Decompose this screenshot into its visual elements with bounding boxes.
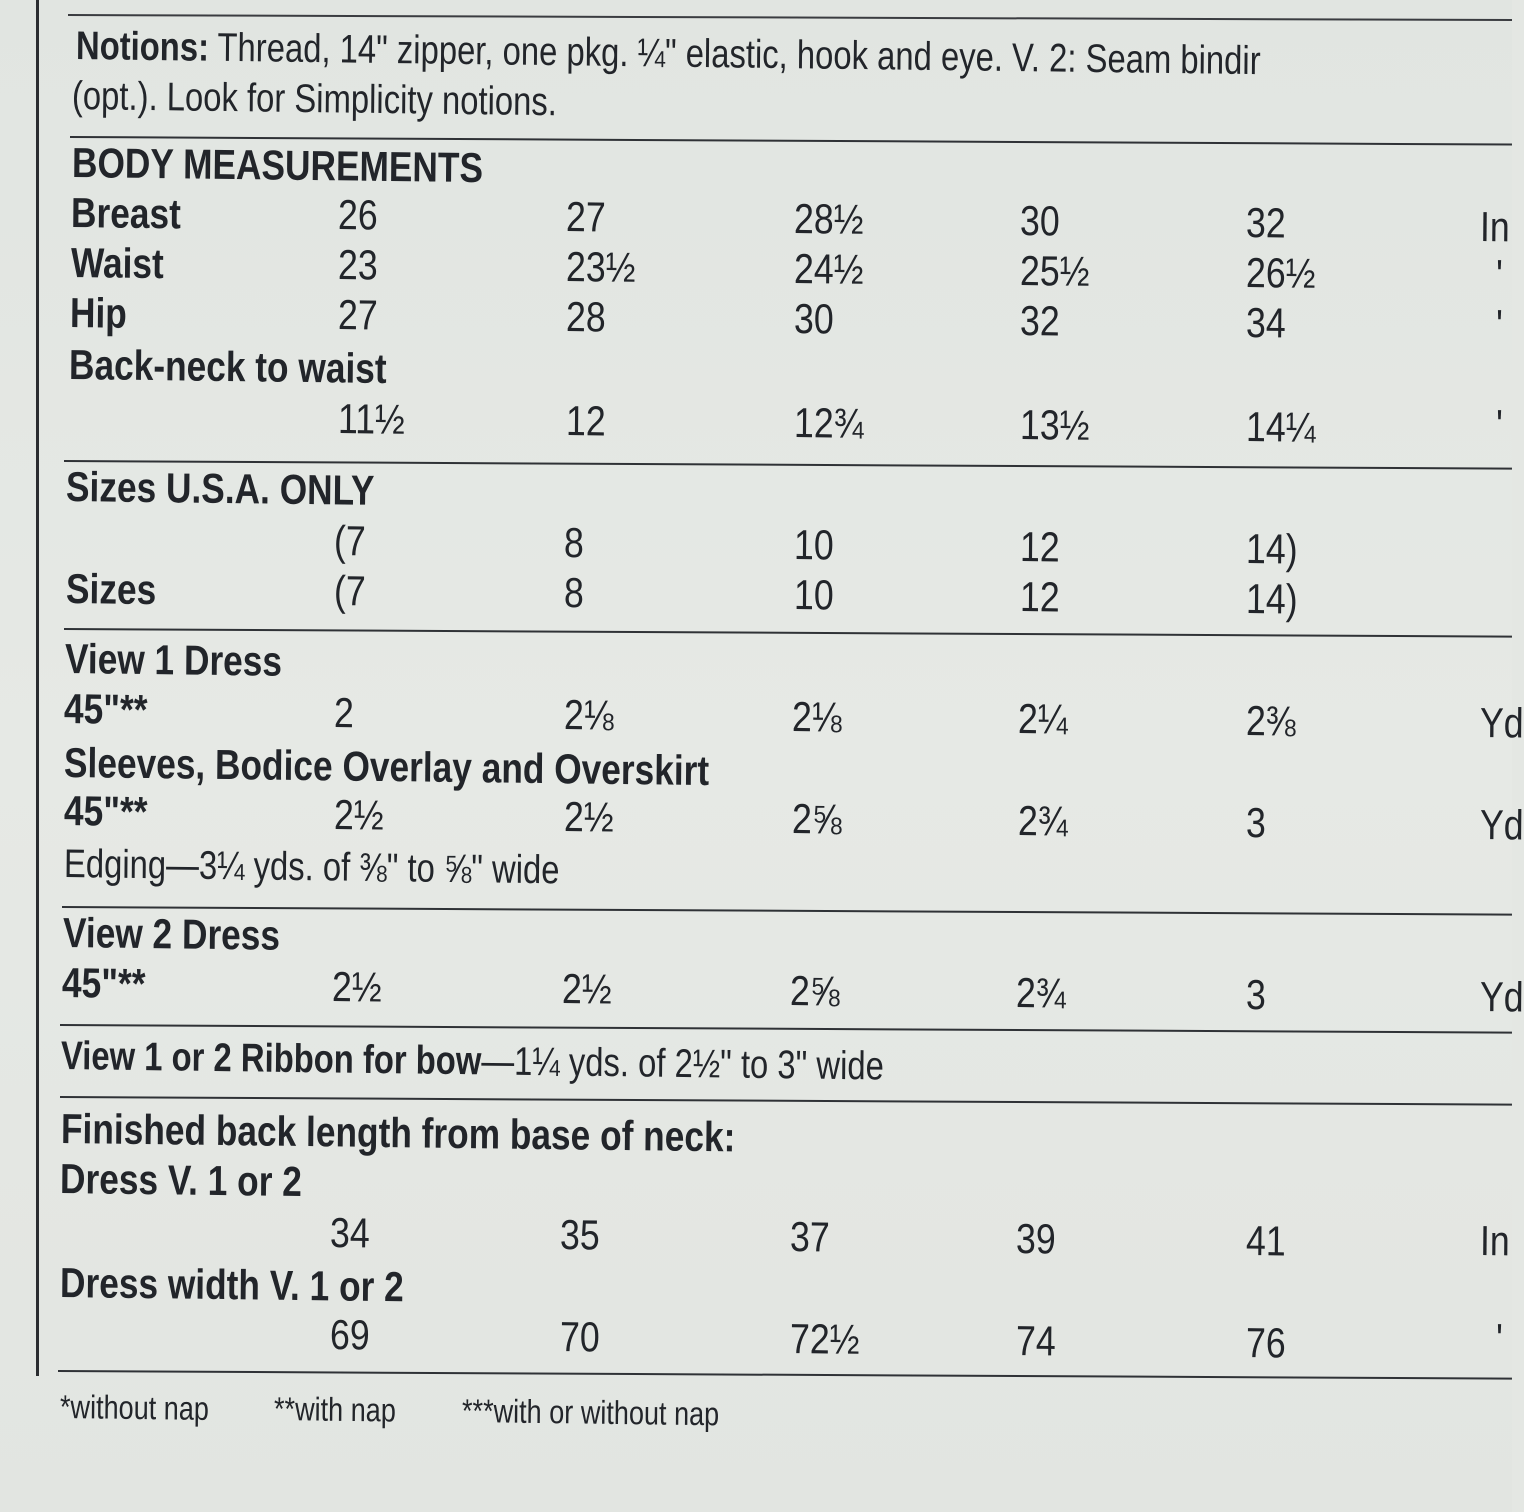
view2-fabric-label: 45"**	[61, 959, 146, 1008]
footnote-with-nap: **with nap	[273, 1390, 397, 1429]
view1-yardage-unit: Yd	[1479, 699, 1524, 747]
waist-size-10: 24½	[793, 245, 864, 293]
notions-line-2: (opt.). Look for Simplicity notions.	[71, 74, 558, 125]
row-label-breast: Breast	[70, 189, 182, 238]
breast-size-14: 32	[1245, 199, 1286, 247]
size-7: (7	[333, 567, 366, 615]
size-8: 8	[563, 569, 585, 617]
back-neck-size-8: 12	[565, 397, 606, 445]
dress-width-unit: '	[1495, 1315, 1504, 1363]
breast-size-8: 27	[565, 193, 606, 241]
size-12: 12	[1019, 573, 1060, 621]
view1-yardage-size-14: 2⅜	[1245, 697, 1296, 745]
usa-size-8: 8	[563, 519, 585, 567]
notions-label: Notions:	[75, 24, 210, 70]
waist-size-8: 23½	[565, 243, 636, 291]
view2-heading: View 2 Dress	[62, 909, 281, 959]
hip-size-7: 27	[337, 291, 378, 339]
body-measurements-heading: BODY MEASUREMENTS	[71, 139, 484, 192]
sleeves-yardage-size-8: 2½	[563, 793, 614, 841]
hip-size-14: 34	[1245, 299, 1286, 347]
breast-size-7: 26	[337, 191, 378, 239]
row-label-waist: Waist	[70, 239, 164, 288]
sleeves-yardage-size-12: 2¾	[1017, 797, 1068, 845]
dress-length-size-10: 37	[789, 1213, 830, 1261]
view2-yardage-size-14: 3	[1245, 971, 1267, 1019]
edging-note: Edging—3¼ yds. of ⅜" to ⅝" wide	[63, 842, 560, 893]
view1-yardage-size-10: 2⅛	[791, 693, 842, 741]
dress-length-size-8: 35	[559, 1211, 600, 1259]
view1-yardage-size-7: 2	[333, 689, 355, 737]
left-border-line	[36, 0, 39, 1376]
divider	[58, 1370, 1512, 1380]
waist-size-12: 25½	[1019, 247, 1090, 295]
view1-heading: View 1 Dress	[64, 635, 283, 685]
view1-sub-heading: Sleeves, Bodice Overlay and Overskirt	[63, 739, 710, 795]
waist-unit: '	[1495, 251, 1504, 299]
size-14: 14)	[1245, 575, 1298, 623]
back-neck-size-14: 14¼	[1245, 403, 1316, 451]
dress-length-unit: In	[1479, 1217, 1510, 1265]
notions-line-1	[75, 24, 1261, 84]
view2-yardage-unit: Yd	[1479, 973, 1524, 1021]
dress-width-size-8: 70	[559, 1313, 600, 1361]
breast-unit: In	[1479, 203, 1510, 251]
row-label-back-neck: Back-neck to waist	[68, 341, 387, 392]
dress-length-label: Dress V. 1 or 2	[59, 1155, 303, 1206]
usa-size-10: 10	[793, 521, 834, 569]
sleeves-yardage-size-7: 2½	[333, 791, 384, 839]
waist-size-7: 23	[337, 241, 378, 289]
waist-size-14: 26½	[1245, 249, 1316, 297]
back-neck-size-7: 11½	[337, 395, 406, 443]
usa-size-7: (7	[333, 517, 366, 565]
dress-width-size-7: 69	[329, 1311, 370, 1359]
view1-yardage-size-8: 2⅛	[563, 691, 614, 739]
top-rule	[68, 14, 1512, 21]
sizes-usa-label: Sizes U.S.A. ONLY	[65, 463, 375, 514]
dress-length-size-14: 41	[1245, 1217, 1286, 1265]
back-neck-size-12: 13½	[1019, 401, 1090, 449]
dress-width-label: Dress width V. 1 or 2	[59, 1259, 404, 1311]
notions-text: Thread, 14" zipper, one pkg. ¼" elastic, hook and eye. V. 2: Seam bindir	[217, 25, 1261, 84]
sleeves-yardage-unit: Yd	[1479, 801, 1524, 849]
footnote-without-nap: *without nap	[59, 1388, 210, 1427]
divider	[64, 628, 1512, 638]
view1-sleeves-fabric-label: 45"**	[63, 787, 148, 836]
dress-width-size-10: 72½	[789, 1315, 860, 1363]
sizes-label: Sizes	[65, 565, 157, 614]
view2-yardage-size-8: 2½	[561, 965, 612, 1013]
sleeves-yardage-size-10: 2⅝	[791, 795, 842, 843]
dress-width-size-12: 74	[1015, 1317, 1056, 1365]
dress-width-size-14: 76	[1245, 1319, 1286, 1367]
divider	[60, 1096, 1512, 1106]
hip-unit: '	[1495, 301, 1504, 349]
view2-yardage-size-10: 2⅝	[789, 967, 840, 1015]
view1-fabric-label: 45"**	[63, 685, 148, 734]
breast-size-12: 30	[1019, 197, 1060, 245]
hip-size-8: 28	[565, 293, 606, 341]
view2-yardage-size-12: 2¾	[1015, 969, 1066, 1017]
usa-size-14: 14)	[1245, 525, 1298, 573]
usa-size-12: 12	[1019, 523, 1060, 571]
sleeves-yardage-size-14: 3	[1245, 799, 1267, 847]
view1-yardage-size-12: 2¼	[1017, 695, 1068, 743]
finished-heading: Finished back length from base of neck:	[60, 1105, 736, 1161]
dress-length-size-12: 39	[1015, 1215, 1056, 1263]
row-label-hip: Hip	[69, 289, 128, 337]
dress-length-size-7: 34	[329, 1209, 370, 1257]
back-neck-size-10: 12¾	[793, 399, 864, 447]
ribbon-note-label: View 1 or 2 Ribbon for bow	[60, 1034, 482, 1084]
back-neck-unit: '	[1495, 401, 1504, 449]
breast-size-10: 28½	[793, 195, 864, 243]
hip-size-12: 32	[1019, 297, 1060, 345]
ribbon-note-text: —1¼ yds. of 2½" to 3" wide	[481, 1039, 885, 1089]
divider	[60, 1024, 1512, 1034]
hip-size-10: 30	[793, 295, 834, 343]
size-10: 10	[793, 571, 834, 619]
view2-yardage-size-7: 2½	[331, 963, 382, 1011]
ribbon-note	[61, 1036, 884, 1087]
footnote-with-or-without-nap: ***with or without nap	[461, 1392, 720, 1433]
